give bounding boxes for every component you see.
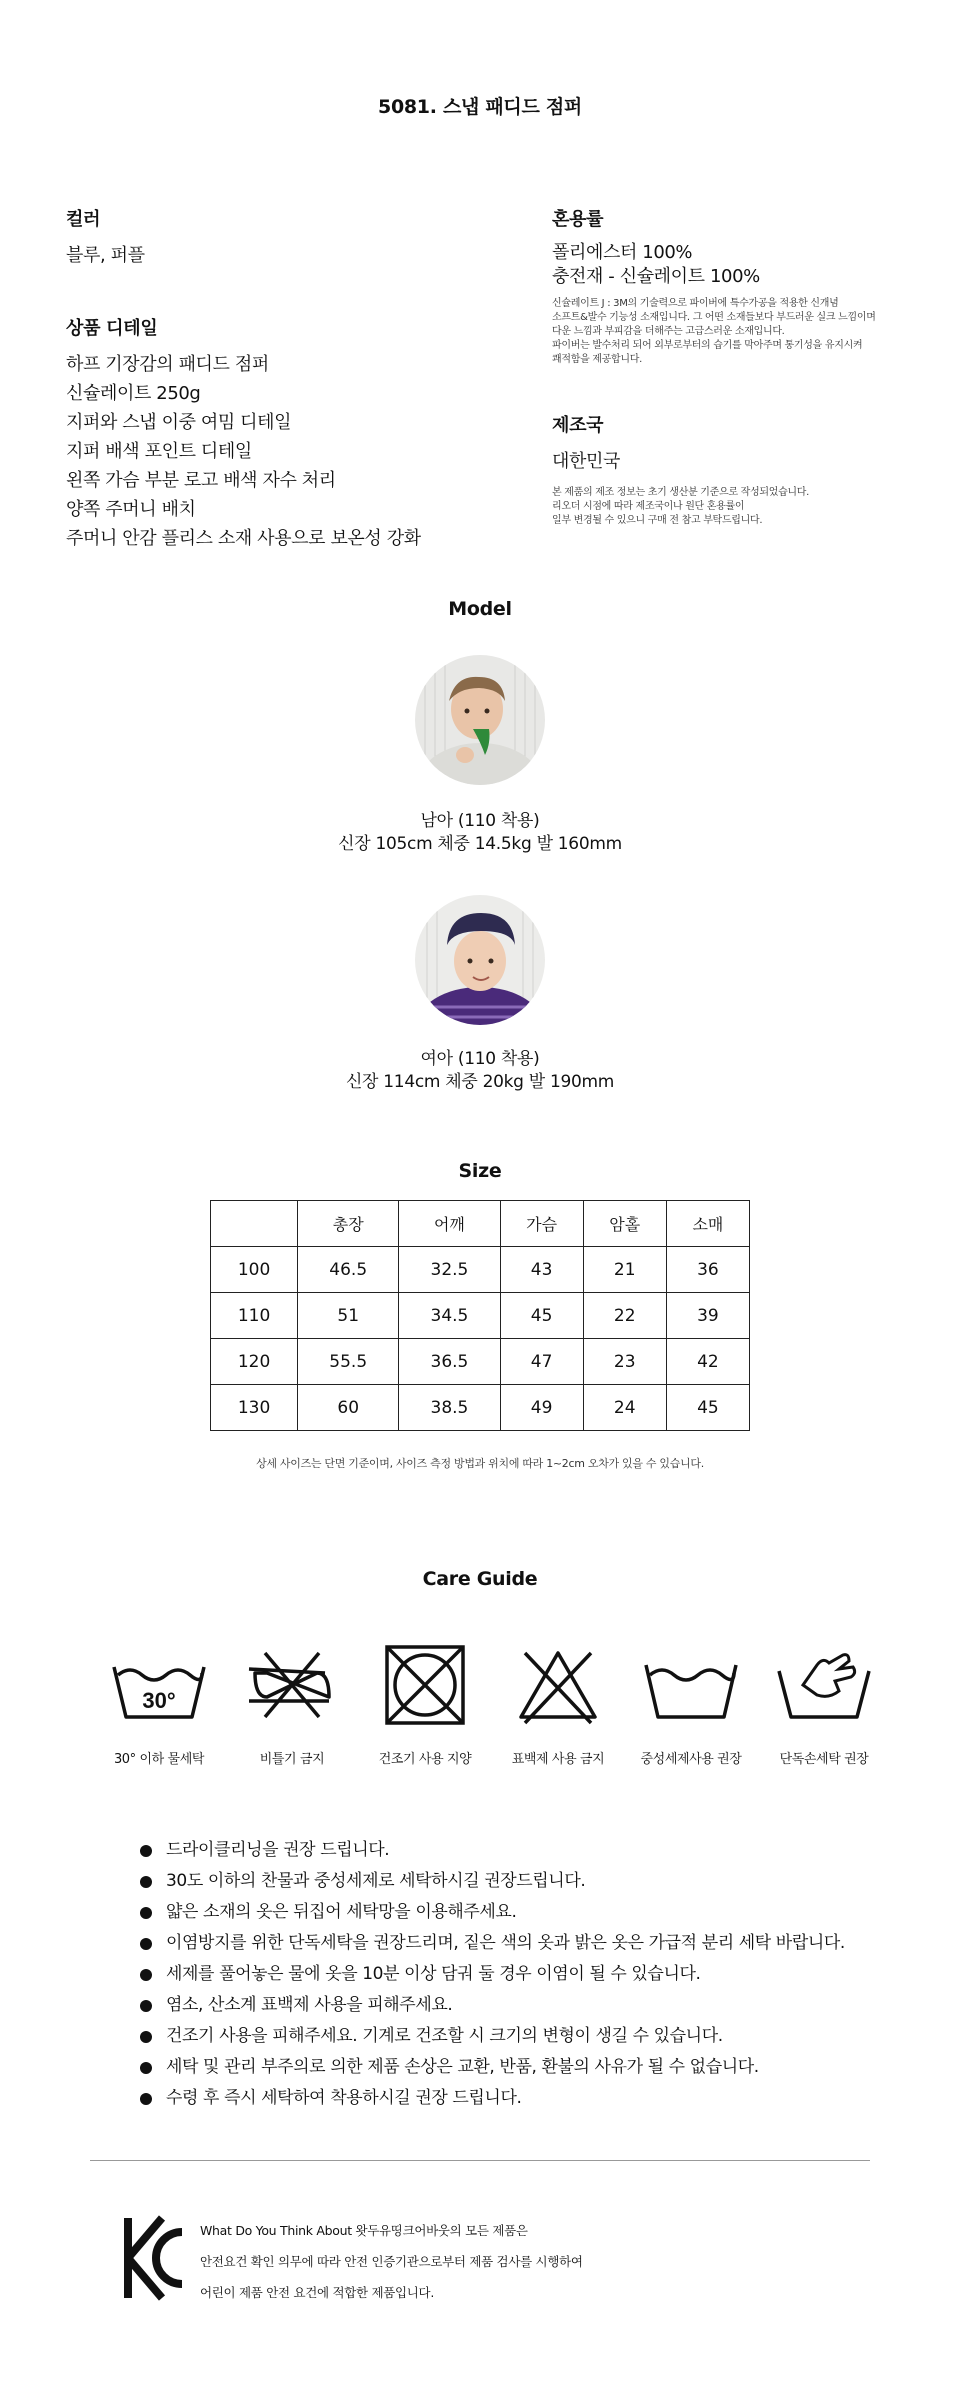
table-row: [211, 1293, 750, 1339]
size-cell: 38.5: [399, 1385, 500, 1431]
model-photo-girl: [415, 895, 545, 1025]
color-heading: 컬러: [66, 209, 101, 230]
table-row: [211, 1339, 750, 1385]
size-cell: 100: [211, 1247, 298, 1293]
list-item: 얇은 소재의 옷은 뒤집어 세탁망을 이용해주세요.: [140, 1897, 900, 1928]
detail-line: 하프 기장감의 패디드 점퍼: [66, 354, 269, 375]
size-cell: 23: [583, 1339, 666, 1385]
size-cell: 46.5: [298, 1247, 399, 1293]
size-cell: 42: [666, 1339, 749, 1385]
color-block: [66, 205, 486, 270]
material-block: [552, 205, 912, 367]
list-item: 30도 이하의 찬물과 중성세제로 세탁하시길 권장드립니다.: [140, 1866, 900, 1897]
care-label: 단독손세탁 권장: [779, 1752, 869, 1767]
list-item: 세제를 풀어놓은 물에 옷을 10분 이상 담궈 둘 경우 이염이 될 수 있습니다.: [140, 1959, 900, 1990]
detail-line: 주머니 안감 플리스 소재 사용으로 보온성 강화: [66, 528, 421, 549]
hand-wash-icon: [769, 1645, 879, 1725]
page-title: 5081. 스냅 패디드 점퍼: [378, 96, 582, 118]
list-item: 수령 후 즉시 세탁하여 착용하시길 권장 드립니다.: [140, 2083, 900, 2114]
material-line: 폴리에스터 100%: [552, 242, 693, 263]
size-cell: 55.5: [298, 1339, 399, 1385]
detail-line: 양쪽 주머니 배치: [66, 499, 196, 520]
detail-line: 지퍼와 스냅 이중 여밈 디테일: [66, 412, 292, 433]
model-photo-boy: [415, 655, 545, 785]
care-label: 30° 이하 물세탁: [113, 1752, 205, 1767]
size-cell: 24: [583, 1385, 666, 1431]
material-note: 파이버는 발수처리 되어 외부로부터의 습기를 막아주며 통기성을 유지시켜: [552, 340, 863, 351]
model-girl-label: 여아 (110 착용): [420, 1049, 540, 1069]
size-table: [210, 1200, 750, 1431]
list-item: 이염방지를 위한 단독세탁을 권장드리며, 짙은 색의 옷과 밝은 옷은 가급적 분리 세탁 바랍니다.: [140, 1928, 900, 1959]
size-col-header: [211, 1201, 298, 1247]
wash-30-icon: [104, 1645, 214, 1725]
size-cell: 60: [298, 1385, 399, 1431]
detail-line: 신슐레이트 250g: [66, 383, 201, 404]
material-heading: 혼용률: [552, 209, 604, 230]
size-col-header: 소매: [666, 1201, 749, 1247]
size-cell: 51: [298, 1293, 399, 1339]
list-item: 드라이클리닝을 권장 드립니다.: [140, 1835, 900, 1866]
details-heading: 상품 디테일: [66, 318, 158, 339]
color-value: 블루, 퍼플: [66, 245, 145, 266]
size-cell: 120: [211, 1339, 298, 1385]
size-title: Size: [458, 1160, 502, 1182]
size-cell: 130: [211, 1385, 298, 1431]
model-boy-label: 남아 (110 착용): [420, 811, 540, 831]
size-cell: 43: [500, 1247, 583, 1293]
size-note: 상세 사이즈는 단면 기준이며, 사이즈 측정 방법과 위치에 따라 1~2cm 오차가 있을 수 있습니다.: [256, 1457, 704, 1470]
care-title: Care Guide: [422, 1568, 538, 1590]
model-boy-stats: 신장 105cm 체중 14.5kg 발 160mm: [338, 834, 622, 854]
care-label: 비틀기 금지: [259, 1752, 325, 1767]
material-note: 쾌적함을 제공합니다.: [552, 354, 642, 365]
kc-statement: [200, 2215, 800, 2308]
detail-line: 왼쪽 가슴 부분 로고 배색 자수 처리: [66, 470, 336, 491]
care-label: 중성세제사용 권장: [640, 1752, 742, 1767]
size-cell: 110: [211, 1293, 298, 1339]
kc-line: 어린이 제품 안전 요건에 적합한 제품입니다.: [200, 2285, 434, 2300]
material-line: 충전재 - 신슐레이트 100%: [552, 266, 760, 287]
size-col-header: 어깨: [399, 1201, 500, 1247]
list-item: 세탁 및 관리 부주의로 의한 제품 손상은 교환, 반품, 환불의 사유가 될 수 없습니다.: [140, 2052, 900, 2083]
size-cell: 36.5: [399, 1339, 500, 1385]
size-table-header: [211, 1201, 750, 1247]
no-tumble-dry-icon: [370, 1645, 480, 1725]
model-girl-stats: 신장 114cm 체중 20kg 발 190mm: [345, 1072, 615, 1092]
size-cell: 45: [500, 1293, 583, 1339]
size-col-header: 총장: [298, 1201, 399, 1247]
origin-note: 본 제품의 제조 정보는 초기 생산분 기준으로 작성되었습니다.: [552, 487, 810, 498]
care-label: 표백제 사용 금지: [511, 1752, 605, 1767]
no-bleach-icon: [503, 1645, 613, 1725]
size-col-header: 암홀: [583, 1201, 666, 1247]
origin-block: [552, 411, 912, 528]
table-row: [211, 1247, 750, 1293]
neutral-detergent-icon: [636, 1645, 746, 1725]
kc-line: What Do You Think About 왓두유띵크어바웃의 모든 제품은: [200, 2223, 528, 2238]
detail-line: 지퍼 배색 포인트 디테일: [66, 441, 252, 462]
model-title: Model: [448, 598, 512, 620]
size-cell: 22: [583, 1293, 666, 1339]
size-cell: 47: [500, 1339, 583, 1385]
table-row: [211, 1385, 750, 1431]
list-item: 건조기 사용을 피해주세요. 기계로 건조할 시 크기의 변형이 생길 수 있습니다.: [140, 2021, 900, 2052]
details-block: [66, 314, 486, 553]
care-instructions-list: [140, 1835, 900, 2114]
kc-certification-icon: [122, 2212, 186, 2304]
origin-note: 일부 변경될 수 있으니 구매 전 참고 부탁드립니다.: [552, 515, 763, 526]
material-note: 다운 느낌과 부피감을 더해주는 고급스러운 소재입니다.: [552, 326, 785, 337]
product-info-right: [552, 205, 912, 564]
model-boy-caption: [0, 810, 960, 856]
size-cell: 39: [666, 1293, 749, 1339]
care-label: 건조기 사용 지양: [378, 1752, 472, 1767]
size-cell: 49: [500, 1385, 583, 1431]
kc-line: 안전요건 확인 의무에 따라 안전 인증기관으로부터 제품 검사를 시행하여: [200, 2254, 583, 2269]
product-info-left: [66, 205, 486, 589]
origin-value: 대한민국: [552, 451, 620, 472]
no-wring-icon: [237, 1645, 347, 1725]
list-item: 염소, 산소계 표백제 사용을 피해주세요.: [140, 1990, 900, 2021]
material-note: 소프트&발수 기능성 소재입니다. 그 어떤 소재들보다 부드러운 실크 느낌이며: [552, 312, 876, 323]
origin-note: 리오더 시점에 따라 제조국이나 원단 혼용률이: [552, 501, 745, 512]
size-cell: 34.5: [399, 1293, 500, 1339]
size-cell: 32.5: [399, 1247, 500, 1293]
size-cell: 36: [666, 1247, 749, 1293]
divider: [90, 2160, 870, 2161]
model-girl-caption: [0, 1048, 960, 1094]
origin-heading: 제조국: [552, 415, 604, 436]
svg-text:30°: 30°: [142, 1688, 176, 1713]
size-cell: 21: [583, 1247, 666, 1293]
material-note: 신슐레이트 J : 3M의 기술력으로 파이버에 특수가공을 적용한 신개념: [552, 298, 839, 309]
size-col-header: 가슴: [500, 1201, 583, 1247]
size-cell: 45: [666, 1385, 749, 1431]
